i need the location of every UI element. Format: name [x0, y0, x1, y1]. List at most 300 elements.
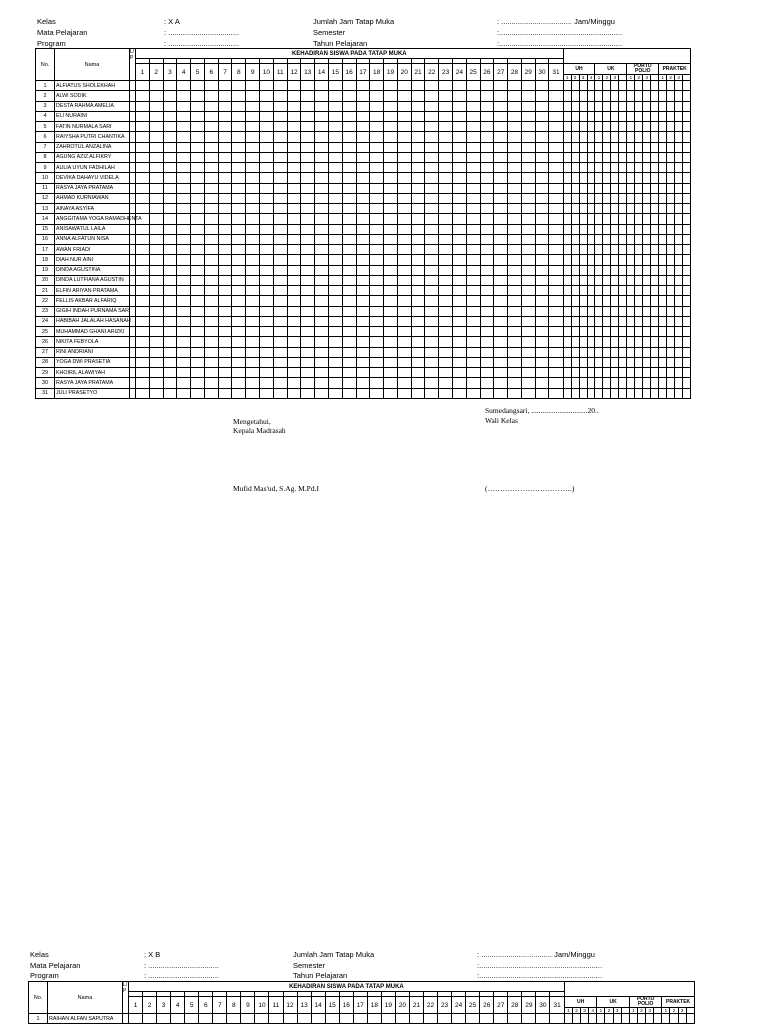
mark-cell: [603, 245, 611, 255]
mark-cell: [563, 296, 571, 306]
mark-cell: [301, 163, 315, 173]
day-header: 11: [273, 64, 287, 81]
mark-cell: [425, 152, 439, 162]
sub-col-header: 2: [572, 1008, 580, 1014]
day-header: 27: [494, 64, 508, 81]
mark-cell: [191, 378, 205, 388]
sub-col-header: 1: [662, 1008, 670, 1014]
mark-cell: [425, 91, 439, 101]
mark-cell: [356, 204, 370, 214]
mark-cell: [651, 245, 659, 255]
mark-cell: [287, 286, 301, 296]
day-header: 30: [536, 997, 550, 1014]
mark-cell: [595, 296, 603, 306]
mark-cell: [675, 204, 683, 214]
mark-cell: [654, 1014, 662, 1024]
mark-cell: [425, 224, 439, 234]
table-row: [36, 163, 691, 173]
mark-cell: [370, 234, 384, 244]
mark-cell: [521, 388, 535, 398]
mark-cell: [439, 183, 453, 193]
mark-cell: [177, 265, 191, 275]
mark-cell: [425, 132, 439, 142]
sub-col-header: 2: [571, 75, 579, 81]
mark-cell: [587, 214, 595, 224]
mark-cell: [191, 163, 205, 173]
mark-cell: [177, 296, 191, 306]
mark-cell: [163, 378, 177, 388]
mark-cell: [163, 81, 177, 91]
mark-cell: [675, 337, 683, 347]
mark-cell: [686, 1014, 694, 1024]
mark-cell: [535, 337, 549, 347]
mark-cell: [439, 245, 453, 255]
mark-cell: [342, 173, 356, 183]
mark-cell: [659, 255, 667, 265]
mark-cell: [611, 152, 619, 162]
mark-cell: [667, 255, 675, 265]
mark-cell: [439, 327, 453, 337]
mark-cell: [627, 255, 635, 265]
mark-cell: [466, 214, 480, 224]
day-header: 30: [535, 64, 549, 81]
mark-cell: [370, 357, 384, 367]
student-no: 11: [36, 183, 55, 193]
mark-cell: [149, 224, 163, 234]
mark-cell: [635, 173, 643, 183]
mark-cell: [273, 132, 287, 142]
mark-cell: [232, 224, 246, 234]
mark-cell: [595, 101, 603, 111]
mark-cell: [370, 193, 384, 203]
mark-cell: [619, 111, 627, 121]
mark-cell: [384, 183, 398, 193]
mark-cell: [651, 337, 659, 347]
mark-cell: [535, 204, 549, 214]
mark-cell: [563, 173, 571, 183]
mark-cell: [603, 316, 611, 326]
mark-cell: [315, 122, 329, 132]
mark-cell: [328, 327, 342, 337]
mark-cell: [423, 1014, 437, 1024]
mark-cell: [667, 357, 675, 367]
mark-cell: [643, 122, 651, 132]
mark-cell: [287, 275, 301, 285]
mark-cell: [384, 255, 398, 265]
mark-cell: [675, 255, 683, 265]
mark-cell: [149, 204, 163, 214]
mark-cell: [384, 347, 398, 357]
mark-cell: [579, 265, 587, 275]
mark-cell: [603, 368, 611, 378]
mark-cell: [395, 1014, 409, 1024]
student-name: AULIA UYUN FADHILAH: [55, 163, 130, 173]
mark-cell: [480, 81, 494, 91]
mark-cell: [466, 327, 480, 337]
mark-cell: [579, 286, 587, 296]
mark-cell: [356, 378, 370, 388]
mark-cell: [287, 101, 301, 111]
mark-cell: [571, 101, 579, 111]
mark-cell: [466, 224, 480, 234]
mark-cell: [480, 286, 494, 296]
mark-cell: [667, 142, 675, 152]
mark-cell: [356, 316, 370, 326]
mark-cell: [204, 183, 218, 193]
mark-cell: [683, 286, 691, 296]
mark-cell: [218, 163, 232, 173]
mark-cell: [452, 193, 466, 203]
mark-cell: [218, 122, 232, 132]
mark-cell: [659, 306, 667, 316]
mark-cell: [683, 111, 691, 121]
table-row: [36, 388, 691, 398]
mark-cell: [246, 122, 260, 132]
mark-cell: [301, 275, 315, 285]
sheet2-value-tahun: :...........................................................: [477, 971, 603, 980]
mark-cell: [659, 275, 667, 285]
mark-cell: [619, 286, 627, 296]
mark-cell: [635, 152, 643, 162]
mark-cell: [508, 91, 522, 101]
mark-cell: [439, 368, 453, 378]
mark-cell: [328, 347, 342, 357]
mark-cell: [191, 234, 205, 244]
mark-cell: [149, 337, 163, 347]
mark-cell: [356, 152, 370, 162]
mark-cell: [643, 378, 651, 388]
mark-cell: [397, 193, 411, 203]
mark-cell: [287, 316, 301, 326]
sub-col-header: 2: [637, 1008, 645, 1014]
mark-cell: [683, 255, 691, 265]
mark-cell: [397, 368, 411, 378]
mark-cell: [315, 193, 329, 203]
mark-cell: [603, 255, 611, 265]
mark-cell: [260, 91, 274, 101]
mark-cell: [635, 183, 643, 193]
day-header: 12: [287, 64, 301, 81]
mark-cell: [651, 234, 659, 244]
mark-cell: [480, 255, 494, 265]
mark-cell: [571, 255, 579, 265]
mark-cell: [301, 101, 315, 111]
mark-cell: [595, 255, 603, 265]
mark-cell: [191, 142, 205, 152]
mark-cell: [651, 214, 659, 224]
mark-cell: [260, 173, 274, 183]
day-header: 24: [452, 997, 466, 1014]
mark-cell: [397, 142, 411, 152]
uh-header: UH: [563, 64, 595, 75]
sheet1-value-semester: :...........................................................: [497, 28, 623, 37]
mark-cell: [683, 163, 691, 173]
mark-cell: [439, 204, 453, 214]
mark-cell: [273, 286, 287, 296]
mark-cell: [191, 368, 205, 378]
mark-cell: [549, 357, 563, 367]
mark-cell: [397, 224, 411, 234]
mark-cell: [218, 347, 232, 357]
mark-cell: [549, 296, 563, 306]
mark-cell: [466, 101, 480, 111]
mark-cell: [397, 306, 411, 316]
mark-cell: [659, 296, 667, 306]
mark-cell: [619, 234, 627, 244]
mark-cell: [627, 245, 635, 255]
mark-cell: [273, 81, 287, 91]
mark-cell: [397, 122, 411, 132]
mark-cell: [521, 183, 535, 193]
mark-cell: [163, 142, 177, 152]
mark-cell: [675, 122, 683, 132]
mark-cell: [466, 183, 480, 193]
mark-cell: [439, 81, 453, 91]
mark-cell: [246, 183, 260, 193]
mark-cell: [595, 378, 603, 388]
mark-cell: [535, 306, 549, 316]
mark-cell: [675, 234, 683, 244]
mark-cell: [315, 378, 329, 388]
mark-cell: [218, 204, 232, 214]
student-name: AGUNG AZIZ ALFIKRY: [55, 152, 130, 162]
mark-cell: [370, 255, 384, 265]
mark-cell: [480, 1014, 494, 1024]
mark-cell: [595, 111, 603, 121]
mark-cell: [384, 357, 398, 367]
mark-cell: [536, 1014, 550, 1024]
mark-cell: [397, 347, 411, 357]
mark-cell: [370, 132, 384, 142]
mark-cell: [651, 306, 659, 316]
student-name: NIKITA FEBYOLA: [55, 337, 130, 347]
mark-cell: [287, 368, 301, 378]
mark-cell: [667, 245, 675, 255]
mark-cell: [667, 337, 675, 347]
student-no: 20: [36, 275, 55, 285]
mark-cell: [683, 81, 691, 91]
mark-cell: [675, 368, 683, 378]
mark-cell: [466, 193, 480, 203]
mark-cell: [643, 265, 651, 275]
mark-cell: [494, 122, 508, 132]
mark-cell: [452, 306, 466, 316]
mark-cell: [218, 286, 232, 296]
mark-cell: [579, 316, 587, 326]
mark-cell: [659, 337, 667, 347]
mark-cell: [315, 316, 329, 326]
uk-header: UK: [595, 64, 627, 75]
mark-cell: [643, 286, 651, 296]
mark-cell: [177, 101, 191, 111]
mark-cell: [603, 306, 611, 316]
mark-cell: [191, 152, 205, 162]
mark-cell: [260, 193, 274, 203]
mark-cell: [136, 234, 150, 244]
mark-cell: [452, 296, 466, 306]
mark-cell: [342, 316, 356, 326]
mark-cell: [356, 275, 370, 285]
day-header: 15: [325, 997, 339, 1014]
mark-cell: [619, 152, 627, 162]
mark-cell: [521, 368, 535, 378]
mark-cell: [384, 204, 398, 214]
mark-cell: [627, 357, 635, 367]
mark-cell: [397, 265, 411, 275]
mark-cell: [508, 152, 522, 162]
mark-cell: [301, 255, 315, 265]
mark-cell: [149, 378, 163, 388]
mark-cell: [191, 204, 205, 214]
mark-cell: [635, 306, 643, 316]
mark-cell: [521, 152, 535, 162]
mark-cell: [611, 142, 619, 152]
mark-cell: [619, 296, 627, 306]
mark-cell: [675, 132, 683, 142]
mark-cell: [204, 337, 218, 347]
mark-cell: [563, 132, 571, 142]
mark-cell: [397, 204, 411, 214]
mark-cell: [370, 224, 384, 234]
mark-cell: [328, 163, 342, 173]
mark-cell: [177, 357, 191, 367]
mark-cell: [342, 132, 356, 142]
mark-cell: [659, 193, 667, 203]
mark-cell: [204, 152, 218, 162]
sub-col-header: 3: [643, 75, 651, 81]
mark-cell: [651, 286, 659, 296]
col-nama-header: Nama: [55, 49, 130, 81]
mark-cell: [218, 357, 232, 367]
mark-cell: [603, 132, 611, 142]
mark-cell: [149, 327, 163, 337]
mark-cell: [667, 214, 675, 224]
mark-cell: [439, 378, 453, 388]
mark-cell: [494, 296, 508, 306]
mark-cell: [611, 327, 619, 337]
mark-cell: [646, 1014, 654, 1024]
mark-cell: [287, 204, 301, 214]
mark-cell: [191, 306, 205, 316]
mark-cell: [356, 214, 370, 224]
mark-cell: [246, 265, 260, 275]
mark-cell: [452, 101, 466, 111]
mark-cell: [246, 142, 260, 152]
mark-cell: [384, 193, 398, 203]
mark-cell: [191, 347, 205, 357]
day-header: 31: [550, 997, 564, 1014]
mark-cell: [683, 245, 691, 255]
table-row: [36, 337, 691, 347]
mark-cell: [397, 163, 411, 173]
mark-cell: [411, 265, 425, 275]
mark-cell: [466, 357, 480, 367]
mark-cell: [563, 81, 571, 91]
mark-cell: [232, 306, 246, 316]
mark-cell: [425, 183, 439, 193]
mark-cell: [659, 91, 667, 101]
mark-cell: [301, 368, 315, 378]
mark-cell: [384, 142, 398, 152]
mark-cell: [301, 152, 315, 162]
mark-cell: [651, 275, 659, 285]
mark-cell: [508, 193, 522, 203]
mark-cell: [342, 388, 356, 398]
mark-cell: [563, 193, 571, 203]
mark-cell: [571, 306, 579, 316]
mark-cell: [452, 275, 466, 285]
mark-cell: [204, 368, 218, 378]
mark-cell: [232, 327, 246, 337]
mark-cell: [356, 101, 370, 111]
mark-cell: [587, 368, 595, 378]
mark-cell: [218, 378, 232, 388]
day-header: 23: [438, 997, 452, 1014]
mark-cell: [549, 388, 563, 398]
mark-cell: [563, 368, 571, 378]
mark-cell: [571, 142, 579, 152]
mark-cell: [297, 1014, 311, 1024]
mark-cell: [643, 142, 651, 152]
mark-cell: [619, 388, 627, 398]
mark-cell: [494, 234, 508, 244]
mark-cell: [480, 265, 494, 275]
mark-cell: [287, 347, 301, 357]
mark-cell: [273, 388, 287, 398]
mark-cell: [480, 368, 494, 378]
mark-cell: [563, 357, 571, 367]
mark-cell: [579, 255, 587, 265]
mark-cell: [643, 296, 651, 306]
mark-cell: [627, 132, 635, 142]
mark-cell: [549, 337, 563, 347]
mark-cell: [273, 255, 287, 265]
mark-cell: [452, 111, 466, 121]
mark-cell: [328, 357, 342, 367]
mark-cell: [683, 152, 691, 162]
mark-cell: [683, 265, 691, 275]
mark-cell: [283, 1014, 297, 1024]
teacher-name-blank: (…………………………….): [485, 484, 575, 493]
mark-cell: [191, 173, 205, 183]
mark-cell: [494, 265, 508, 275]
mark-cell: [659, 122, 667, 132]
sheet2-label-mapel: Mata Pelajaran: [30, 961, 81, 970]
mark-cell: [438, 1014, 452, 1024]
mark-cell: [246, 306, 260, 316]
student-no: 31: [36, 388, 55, 398]
mark-cell: [342, 214, 356, 224]
mark-cell: [246, 255, 260, 265]
day-header: 16: [339, 997, 353, 1014]
mark-cell: [587, 142, 595, 152]
mark-cell: [218, 255, 232, 265]
mark-cell: [384, 81, 398, 91]
mark-cell: [397, 214, 411, 224]
mark-cell: [579, 204, 587, 214]
mark-cell: [260, 357, 274, 367]
sub-col-header: 1: [597, 1008, 605, 1014]
mark-cell: [246, 245, 260, 255]
sheet2-label-kelas: Kelas: [30, 950, 49, 959]
mark-cell: [452, 1014, 466, 1024]
student-name: YOGA DWI PRASETIA: [55, 357, 130, 367]
mark-cell: [651, 204, 659, 214]
mark-cell: [627, 163, 635, 173]
mark-cell: [635, 316, 643, 326]
mark-cell: [611, 275, 619, 285]
mark-cell: [627, 224, 635, 234]
